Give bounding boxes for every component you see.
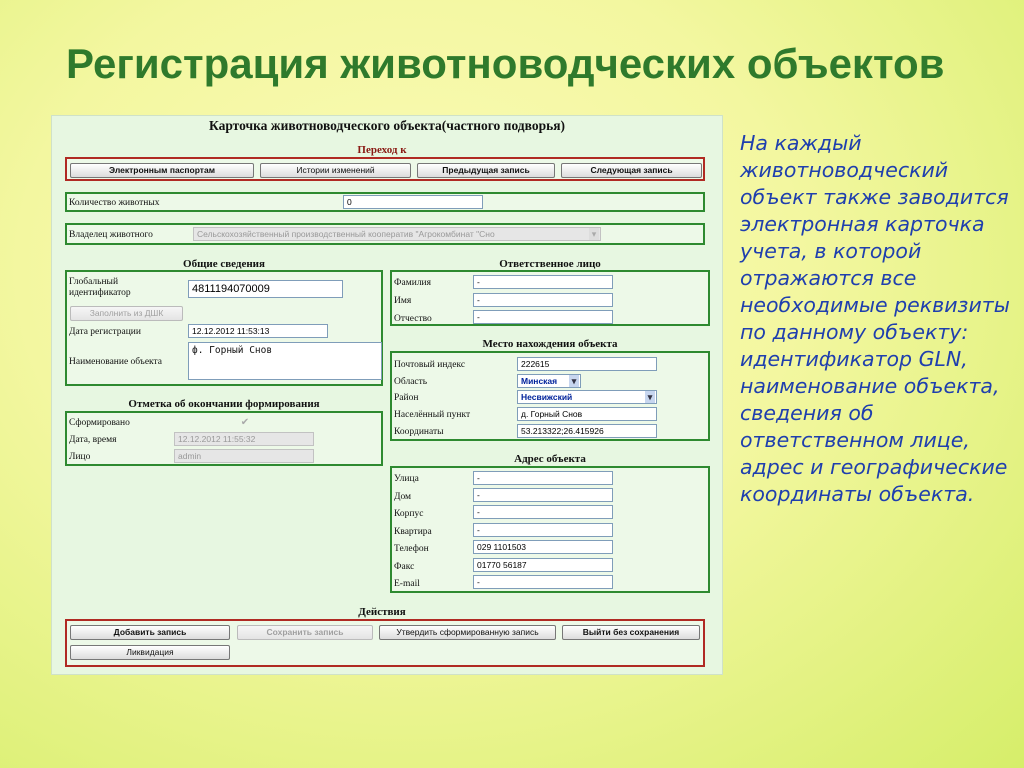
- street-label: Улица: [394, 474, 419, 484]
- next-record-button[interactable]: Следующая запись: [561, 163, 702, 178]
- formation-datetime-label: Дата, время: [69, 435, 117, 445]
- name-input[interactable]: -: [473, 293, 613, 307]
- postal-input[interactable]: 222615: [517, 357, 657, 371]
- owner-select[interactable]: Сельскохозяйственный производственный кооператив "Агрокомбинат "Сно ▾: [193, 227, 601, 241]
- nav-box: [65, 157, 705, 181]
- surname-input[interactable]: -: [473, 275, 613, 289]
- general-box: [65, 270, 383, 386]
- liquidate-button[interactable]: Ликвидация: [70, 645, 230, 660]
- house-label: Дом: [394, 492, 412, 502]
- email-label: E-mail: [394, 579, 420, 589]
- prev-record-button[interactable]: Предыдущая запись: [417, 163, 555, 178]
- patronymic-input[interactable]: -: [473, 310, 613, 324]
- formation-person-label: Лицо: [69, 452, 91, 462]
- formed-checkbox[interactable]: ✔: [240, 417, 250, 428]
- fill-from-dshk-button[interactable]: Заполнить из ДШК: [70, 306, 183, 321]
- confirm-record-button[interactable]: Утвердить сформированную запись: [379, 625, 556, 640]
- nav-section-title: Переход к: [357, 144, 407, 156]
- email-input[interactable]: -: [473, 575, 613, 589]
- slide-title: Регистрация животноводческих объектов: [66, 40, 945, 87]
- street-input[interactable]: -: [473, 471, 613, 485]
- general-section-title: Общие сведения: [183, 258, 265, 270]
- address-section-title: Адрес объекта: [514, 453, 586, 465]
- surname-label: Фамилия: [394, 278, 432, 288]
- region-select[interactable]: Минская ▾: [517, 374, 581, 388]
- name-label: Имя: [394, 296, 412, 306]
- object-name-textarea[interactable]: ф. Горный Снов: [188, 342, 382, 380]
- building-label: Корпус: [394, 509, 424, 519]
- livestock-object-card: [51, 115, 723, 675]
- animals-box: [65, 192, 705, 212]
- flat-label: Квартира: [394, 527, 432, 537]
- district-label: Район: [394, 393, 419, 403]
- reg-date-input[interactable]: 12.12.2012 11:53:13: [188, 324, 328, 338]
- location-box: [390, 351, 710, 441]
- formation-section-title: Отметка об окончании формирования: [128, 398, 320, 410]
- exit-without-saving-button[interactable]: Выйти без сохранения: [562, 625, 700, 640]
- object-name-label: Наименование объекта: [69, 357, 163, 367]
- add-record-button[interactable]: Добавить запись: [70, 625, 230, 640]
- location-section-title: Место нахождения объекта: [482, 338, 618, 350]
- history-button[interactable]: Истории изменений: [260, 163, 411, 178]
- coords-input[interactable]: 53.213322;26.415926: [517, 424, 657, 438]
- actions-box: [65, 619, 705, 667]
- locality-label: Населённый пункт: [394, 410, 471, 420]
- building-input[interactable]: -: [473, 505, 613, 519]
- formation-person-input[interactable]: admin: [174, 449, 314, 463]
- phone-label: Телефон: [394, 544, 429, 554]
- locality-input[interactable]: д. Горный Снов: [517, 407, 657, 421]
- house-input[interactable]: -: [473, 488, 613, 502]
- animals-count-label: Количество животных: [69, 198, 160, 208]
- reg-date-label: Дата регистрации: [69, 327, 141, 337]
- passports-button[interactable]: Электронным паспортам: [70, 163, 254, 178]
- phone-input[interactable]: 029 1101503: [473, 540, 613, 554]
- responsible-section-title: Ответственное лицо: [499, 258, 601, 270]
- address-box: [390, 466, 710, 593]
- patronymic-label: Отчество: [394, 314, 432, 324]
- gid-label: Глобальный идентификатор: [69, 277, 131, 298]
- save-record-button[interactable]: Сохранить запись: [237, 625, 373, 640]
- district-select[interactable]: Несвижский ▾: [517, 390, 657, 404]
- animals-count-input[interactable]: 0: [343, 195, 483, 209]
- owner-label: Владелец животного: [69, 230, 153, 240]
- coords-label: Координаты: [394, 427, 444, 437]
- fax-input[interactable]: 01770 56187: [473, 558, 613, 572]
- actions-section-title: Действия: [358, 606, 406, 618]
- fax-label: Факс: [394, 562, 415, 572]
- formed-label: Сформировано: [69, 418, 130, 428]
- formation-datetime-input[interactable]: 12.12.2012 11:55:32: [174, 432, 314, 446]
- gid-input[interactable]: 4811194070009: [188, 280, 343, 298]
- owner-box: [65, 223, 705, 245]
- flat-input[interactable]: -: [473, 523, 613, 537]
- postal-label: Почтовый индекс: [394, 360, 466, 370]
- card-title: Карточка животноводческого объекта(частного подворья): [208, 118, 566, 133]
- responsible-box: [390, 270, 710, 326]
- slide-description: На каждый животноводческий объект также заводится электронная карточка учета, в которой отражаются все необходимые реквизиты по данному объекту: идентификатор GLN, наименование объекта, сведения об ответственном лице, адрес и географические координаты объекта.: [740, 131, 1010, 506]
- region-label: Область: [394, 377, 428, 387]
- formation-box: [65, 411, 383, 466]
